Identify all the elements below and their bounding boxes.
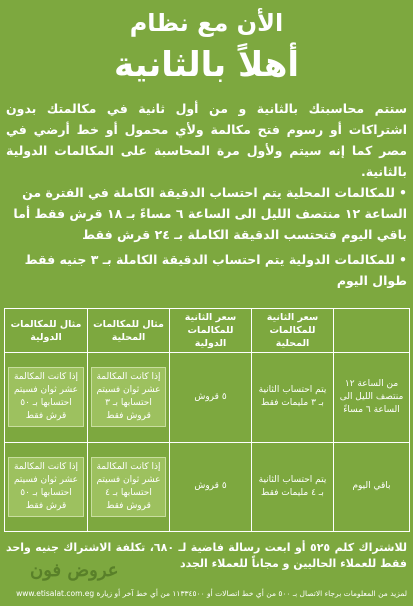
bullet-local-text: للمكالمات المحلية يتم احتساب الدقيقة الكاملة في الفترة من الساعة ١٢ منتصف الليل الى الساعة ٦ مساءً بـ ١٨ قرش فقط أما باقي اليوم فتحتسب الدقيقة الكاملة بـ ٢٤ قرش فقط — [13, 185, 407, 242]
bullet-dot-icon: • — [399, 252, 407, 267]
bullet-international — [6, 249, 407, 291]
table-header-intl-rate: سعر الثانية للمكالمات الدولية — [170, 309, 252, 353]
table-header-local-rate: سعر الثانية للمكالمات المحلية — [252, 309, 334, 353]
cell-local-example — [88, 442, 170, 532]
example-box: إذا كانت المكالمة عشر ثوان فسيتم احتسابها بـ ٤ قروش فقط — [91, 457, 166, 517]
cell-local-rate: يتم احتساب الثانية بـ ٤ مليمات فقط — [252, 442, 334, 532]
cell-intl-example — [5, 353, 88, 443]
table-header-period — [334, 309, 410, 353]
intro-paragraph: ستتم محاسبتك بالثانية و من أول ثانية في مكالمتك بدون اشتراكات أو رسوم فتح مكالمة ولأي محمول أو خط أرضي في مصر كما إنه سيتم ولأول مرة المحاسبة على المكالمات الدولية بالثانية. — [6, 101, 407, 179]
cell-period: باقي اليوم — [334, 442, 410, 532]
cell-local-rate: يتم احتساب الثانية بـ ٣ مليمات فقط — [252, 353, 334, 443]
cell-intl-rate: ٥ قروش — [170, 442, 252, 532]
header-title: أهلاً بالثانية — [113, 45, 300, 85]
table-row — [5, 442, 410, 532]
cell-intl-rate: ٥ قروش — [170, 353, 252, 443]
subscription-note: للاشتراك كلم ٥٢٥ أو ابعت رسالة فاضية لـ ٦٨٠، تكلفة الاشتراك جنيه واحد فقط للعملاء الحاليين و مجاناً للعملاء الجدد — [6, 541, 407, 570]
example-box: إذا كانت المكالمة عشر ثوان فسيتم احتسابها بـ ٥٠ قرش فقط — [8, 457, 84, 517]
bullet-dot-icon: • — [399, 185, 407, 200]
bullet-local — [6, 182, 407, 245]
cell-local-example — [88, 353, 170, 443]
cell-intl-example — [5, 442, 88, 532]
header-subtitle: الأن مع نظام — [129, 9, 284, 37]
table-header-local-example: مثال للمكالمات المحلية — [88, 309, 170, 353]
example-box: إذا كانت المكالمة عشر ثوان فسيتم احتسابها بـ ٣ قروش فقط — [91, 367, 166, 427]
bullet-list — [6, 182, 407, 295]
table-row — [5, 353, 410, 443]
watermark: عروض فون — [30, 560, 119, 581]
more-info: لمزيد من المعلومات برجاء الاتصال بـ ٥٠٠ من أي خط اتصالات أو ١١٣٣٤٥٠٠ من أي خط آخر أو زيارة www.etisalat.com.eg — [16, 589, 407, 598]
rates-table — [4, 308, 410, 532]
cell-period: من الساعة ١٢ منتصف الليل الى الساعة ٦ مساءً — [334, 353, 410, 443]
bullet-international-text: للمكالمات الدولية يتم احتساب الدقيقة الكاملة بـ ٣ جنيه فقط طوال اليوم — [24, 252, 407, 288]
table-header-row — [5, 309, 410, 353]
example-box: إذا كانت المكالمة عشر ثوان فسيتم احتسابها بـ ٥٠ قرش فقط — [8, 367, 84, 427]
table-header-intl-example: مثال للمكالمات الدولية — [5, 309, 88, 353]
